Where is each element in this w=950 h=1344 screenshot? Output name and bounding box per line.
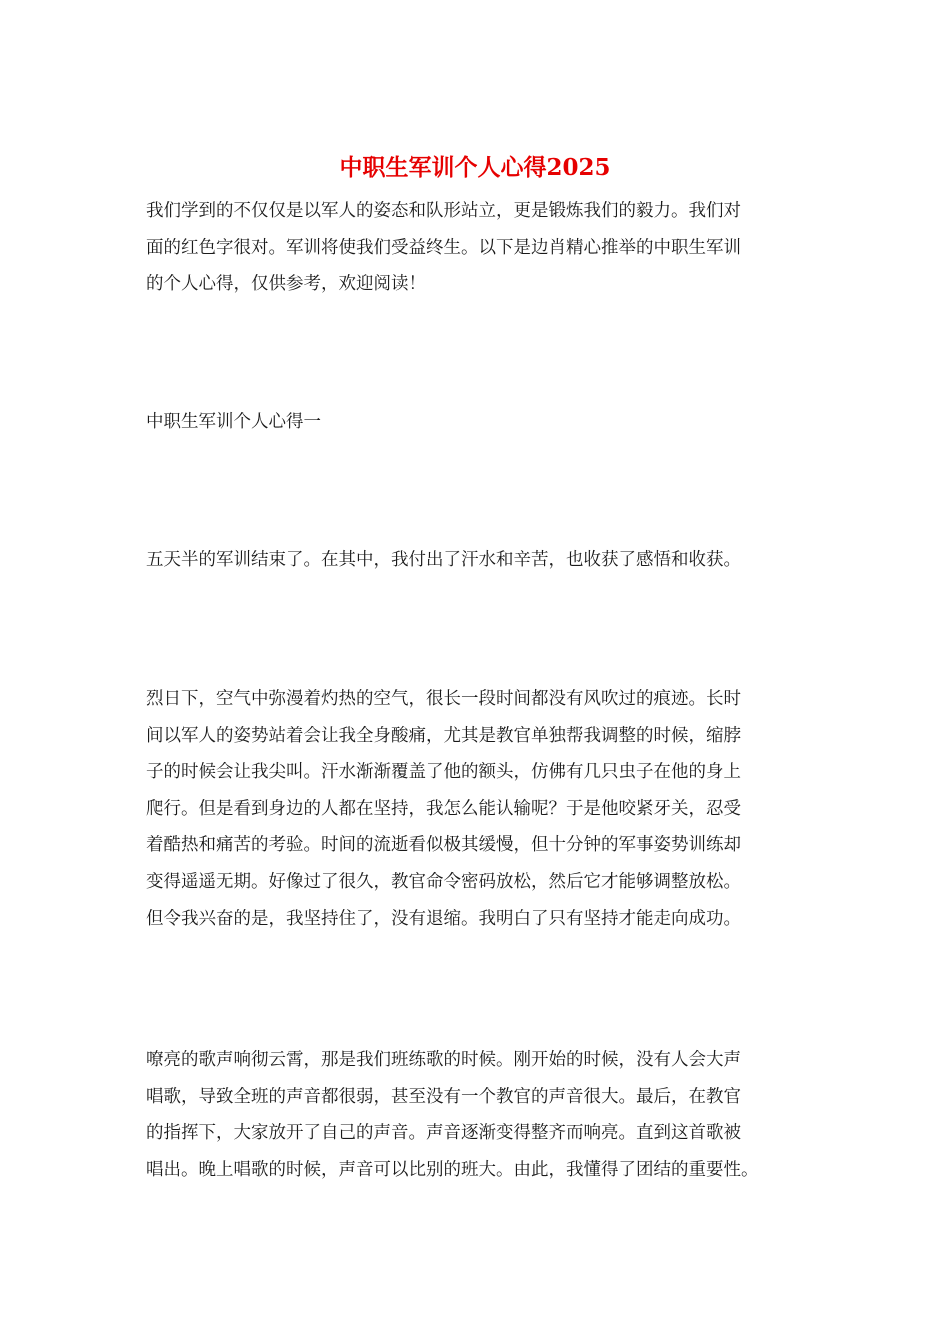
body-paragraph: 烈日下，空气中弥漫着灼热的空气，很长一段时间都没有风吹过的痕迹。长时 间以军人的姿势站着会让我全身酸痛，尤其是教官单独帮我调整的时候，缩脖 子的时候会让我尖叫。汗水渐渐覆盖了他的额头，仿佛有几只虫子在他的身上 爬行。但是看到身边的人都在坚持，我怎么能认输呢？于是他咬紧牙关，忍受 着酷热和痛苦的考验。时间的流逝看似极其缓慢，但十分钟的军事姿势训练却 变得遥遥无期。好像过了很久，教官命令密码放松，然后它才能够调整放松。 但令我兴奋的是，我坚持住了，没有退缩。我明白了只有坚持才能走向成功。 bbox=[146, 689, 741, 929]
page-title: 中职生军训个人心得2025 bbox=[339, 154, 611, 181]
body-paragraph: 嘹亮的歌声响彻云霄，那是我们班练歌的时候。刚开始的时候，没有人会大声 唱歌，导致全班的声音都很弱，甚至没有一个教官的声音很大。最后，在教官 的指挥下，大家放开了自己的声音。声音逐渐变得整齐而响亮。直到这首歌被 唱出。晚上唱歌的时候，声音可以比别的班大。由此，我懂得了团结的重要性。 bbox=[146, 1050, 759, 1180]
intro-paragraph: 我们学到的不仅仅是以军人的姿态和队形站立，更是锻炼我们的毅力。我们对 面的红色字很对。军训将使我们受益终生。以下是边肖精心推举的中职生军训 的个人心得，仅供参考，欢迎阅读！ bbox=[146, 201, 741, 295]
section-subtitle: 中职生军训个人心得一 bbox=[146, 412, 321, 432]
body-paragraph: 五天半的军训结束了。在其中，我付出了汗水和辛苦，也收获了感悟和收获。 bbox=[146, 550, 741, 570]
